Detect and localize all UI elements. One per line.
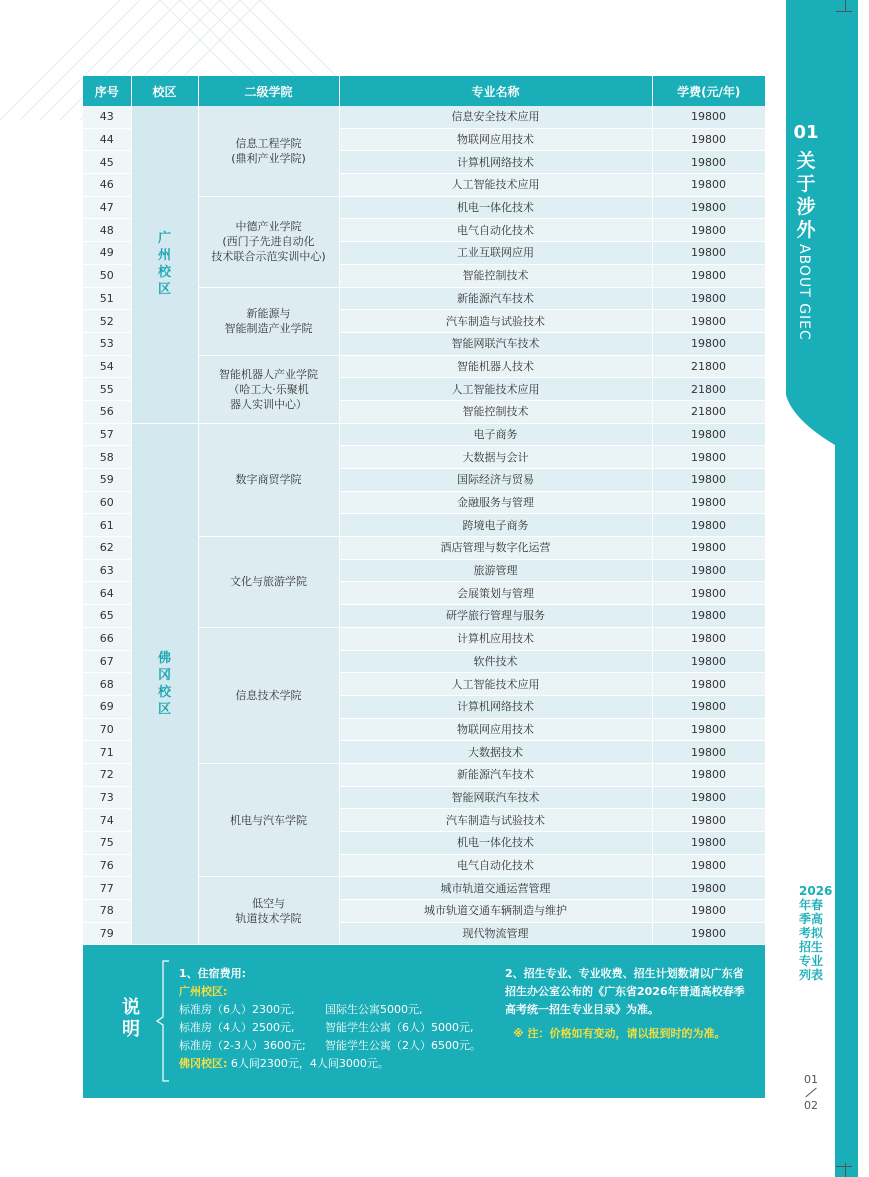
row-number: 48: [83, 219, 131, 242]
major-name: 汽车制造与试验技术: [339, 310, 652, 333]
header-major: 专业名称: [339, 76, 652, 106]
row-number: 45: [83, 151, 131, 174]
header-fee: 学费(元/年): [652, 76, 765, 106]
row-number: 77: [83, 877, 131, 900]
tuition-fee: 19800: [652, 196, 765, 219]
major-name: 酒店管理与数字化运营: [339, 537, 652, 560]
college-cell: 文化与旅游学院: [198, 537, 339, 628]
college-cell: 低空与 轨道技术学院: [198, 877, 339, 945]
row-number: 43: [83, 106, 131, 128]
row-number: 67: [83, 650, 131, 673]
tuition-fee: 19800: [652, 469, 765, 492]
major-name: 国际经济与贸易: [339, 469, 652, 492]
tuition-fee: 19800: [652, 332, 765, 355]
row-number: 76: [83, 854, 131, 877]
header-campus: 校区: [131, 76, 198, 106]
tuition-fee: 19800: [652, 854, 765, 877]
row-number: 66: [83, 627, 131, 650]
row-number: 72: [83, 763, 131, 786]
major-name: 计算机应用技术: [339, 627, 652, 650]
major-name: 工业互联网应用: [339, 242, 652, 265]
major-name: 机电一体化技术: [339, 832, 652, 855]
tuition-fee: 19800: [652, 763, 765, 786]
major-name: 城市轨道交通车辆制造与维护: [339, 900, 652, 923]
tuition-fee: 21800: [652, 400, 765, 423]
notes-panel: [83, 945, 765, 1098]
page-number: 01 02: [798, 1073, 824, 1113]
major-name: 智能网联汽车技术: [339, 332, 652, 355]
row-number: 55: [83, 378, 131, 401]
tuition-fee: 19800: [652, 537, 765, 560]
row-number: 69: [83, 695, 131, 718]
tuition-fee: 19800: [652, 900, 765, 923]
campus-name: 佛冈校区: [157, 651, 171, 718]
major-name: 城市轨道交通运营管理: [339, 877, 652, 900]
row-number: 54: [83, 355, 131, 378]
campus-cell: [131, 423, 198, 945]
tuition-fee: 19800: [652, 106, 765, 128]
row-number: 57: [83, 423, 131, 446]
accommodation-note: [179, 965, 499, 1073]
tuition-fee: 19800: [652, 718, 765, 741]
major-name: 人工智能技术应用: [339, 673, 652, 696]
section-title: 关于涉外: [796, 150, 816, 241]
major-name: 智能控制技术: [339, 400, 652, 423]
notes-title: 说明: [122, 997, 140, 1040]
tuition-fee: 19800: [652, 695, 765, 718]
note2-text: 2、招生专业、专业收费、招生计划数请以广东省招生办公室公布的《广东省2026年普通高校春季高考统一招生专业目录》为准。: [505, 967, 745, 1016]
major-name: 新能源汽车技术: [339, 287, 652, 310]
college-cell: 中德产业学院 (西门子先进自动化 技术联合示范实训中心): [198, 196, 339, 287]
row-number: 63: [83, 559, 131, 582]
major-name: 会展策划与管理: [339, 582, 652, 605]
tuition-fee: 19800: [652, 310, 765, 333]
tuition-fee: 19800: [652, 627, 765, 650]
major-name: 金融服务与管理: [339, 491, 652, 514]
row-number: 73: [83, 786, 131, 809]
major-name: 研学旅行管理与服务: [339, 605, 652, 628]
tuition-fee: 19800: [652, 264, 765, 287]
majors-table: [83, 76, 766, 945]
row-number: 62: [83, 537, 131, 560]
tuition-fee: 19800: [652, 650, 765, 673]
tuition-fee: 19800: [652, 446, 765, 469]
gz-campus-label: 广州校区:: [179, 985, 228, 998]
row-number: 47: [83, 196, 131, 219]
major-name: 智能机器人技术: [339, 355, 652, 378]
tuition-fee: 19800: [652, 174, 765, 197]
major-name: 智能网联汽车技术: [339, 786, 652, 809]
row-number: 56: [83, 400, 131, 423]
college-cell: 信息技术学院: [198, 627, 339, 763]
tuition-fee: 19800: [652, 832, 765, 855]
fee-row: 标准房（4人）2500元, 智能学生公寓（6人）5000元,: [179, 1021, 474, 1034]
tuition-fee: 19800: [652, 741, 765, 764]
row-number: 64: [83, 582, 131, 605]
row-number: 79: [83, 922, 131, 945]
tuition-fee: 19800: [652, 877, 765, 900]
row-number: 78: [83, 900, 131, 923]
row-number: 59: [83, 469, 131, 492]
tuition-fee: 19800: [652, 287, 765, 310]
major-name: 人工智能技术应用: [339, 174, 652, 197]
major-name: 机电一体化技术: [339, 196, 652, 219]
section-subtitle: ABOUT GIEC: [796, 244, 812, 341]
row-number: 74: [83, 809, 131, 832]
slash-divider: [798, 1087, 824, 1099]
header-no: 序号: [83, 76, 131, 106]
table-header-row: [83, 76, 765, 106]
tuition-fee: 19800: [652, 582, 765, 605]
table-row: [83, 423, 765, 446]
major-name: 计算机网络技术: [339, 695, 652, 718]
major-name: 电气自动化技术: [339, 854, 652, 877]
row-number: 53: [83, 332, 131, 355]
majors-table-wrapper: [83, 76, 765, 945]
tuition-fee: 19800: [652, 673, 765, 696]
major-name: 电气自动化技术: [339, 219, 652, 242]
row-number: 61: [83, 514, 131, 537]
major-name: 新能源汽车技术: [339, 763, 652, 786]
table-body: [83, 106, 765, 945]
row-number: 70: [83, 718, 131, 741]
enrollment-note: [505, 965, 745, 1043]
fee-row: 标准房（6人）2300元, 国际生公寓5000元,: [179, 1003, 423, 1016]
tuition-fee: 19800: [652, 219, 765, 242]
major-name: 电子商务: [339, 423, 652, 446]
major-name: 现代物流管理: [339, 922, 652, 945]
college-cell: 智能机器人产业学院 （哈工大·乐聚机 器人实训中心）: [198, 355, 339, 423]
tuition-fee: 19800: [652, 809, 765, 832]
college-cell: 数字商贸学院: [198, 423, 339, 536]
tuition-fee: 19800: [652, 514, 765, 537]
row-number: 50: [83, 264, 131, 287]
college-cell: 信息工程学院 (鼎利产业学院): [198, 106, 339, 196]
major-name: 计算机网络技术: [339, 151, 652, 174]
major-name: 信息安全技术应用: [339, 106, 652, 128]
major-name: 跨境电子商务: [339, 514, 652, 537]
document-title: 2026年春季高考拟招生专业列表: [799, 884, 833, 982]
fg-fee-row: 佛冈校区: 6人间2300元，4人间3000元。: [179, 1057, 389, 1070]
row-number: 65: [83, 605, 131, 628]
row-number: 75: [83, 832, 131, 855]
campus-cell: [131, 106, 198, 423]
tuition-fee: 21800: [652, 355, 765, 378]
price-warning: ※ 注：价格如有变动，请以报到时的为准。: [513, 1027, 726, 1040]
tuition-fee: 19800: [652, 559, 765, 582]
campus-name: 广州校区: [157, 231, 171, 298]
major-name: 人工智能技术应用: [339, 378, 652, 401]
row-number: 68: [83, 673, 131, 696]
tuition-fee: 19800: [652, 605, 765, 628]
major-name: 物联网应用技术: [339, 718, 652, 741]
row-number: 71: [83, 741, 131, 764]
section-number: 01: [793, 122, 819, 143]
college-cell: 新能源与 智能制造产业学院: [198, 287, 339, 355]
tuition-fee: 19800: [652, 242, 765, 265]
row-number: 51: [83, 287, 131, 310]
note1-title: 1、住宿费用:: [179, 967, 247, 980]
tuition-fee: 21800: [652, 378, 765, 401]
tuition-fee: 19800: [652, 423, 765, 446]
brace-icon: [155, 959, 173, 1083]
header-college: 二级学院: [198, 76, 339, 106]
college-cell: 机电与汽车学院: [198, 763, 339, 876]
tuition-fee: 19800: [652, 151, 765, 174]
major-name: 旅游管理: [339, 559, 652, 582]
major-name: 物联网应用技术: [339, 128, 652, 151]
fee-row: 标准房（2-3人）3600元; 智能学生公寓（2人）6500元。: [179, 1039, 481, 1052]
major-name: 大数据技术: [339, 741, 652, 764]
row-number: 44: [83, 128, 131, 151]
row-number: 60: [83, 491, 131, 514]
row-number: 58: [83, 446, 131, 469]
table-row: [83, 106, 765, 128]
tuition-fee: 19800: [652, 491, 765, 514]
major-name: 汽车制造与试验技术: [339, 809, 652, 832]
tuition-fee: 19800: [652, 786, 765, 809]
major-name: 大数据与会计: [339, 446, 652, 469]
tuition-fee: 19800: [652, 922, 765, 945]
tuition-fee: 19800: [652, 128, 765, 151]
major-name: 软件技术: [339, 650, 652, 673]
row-number: 46: [83, 174, 131, 197]
row-number: 52: [83, 310, 131, 333]
row-number: 49: [83, 242, 131, 265]
major-name: 智能控制技术: [339, 264, 652, 287]
